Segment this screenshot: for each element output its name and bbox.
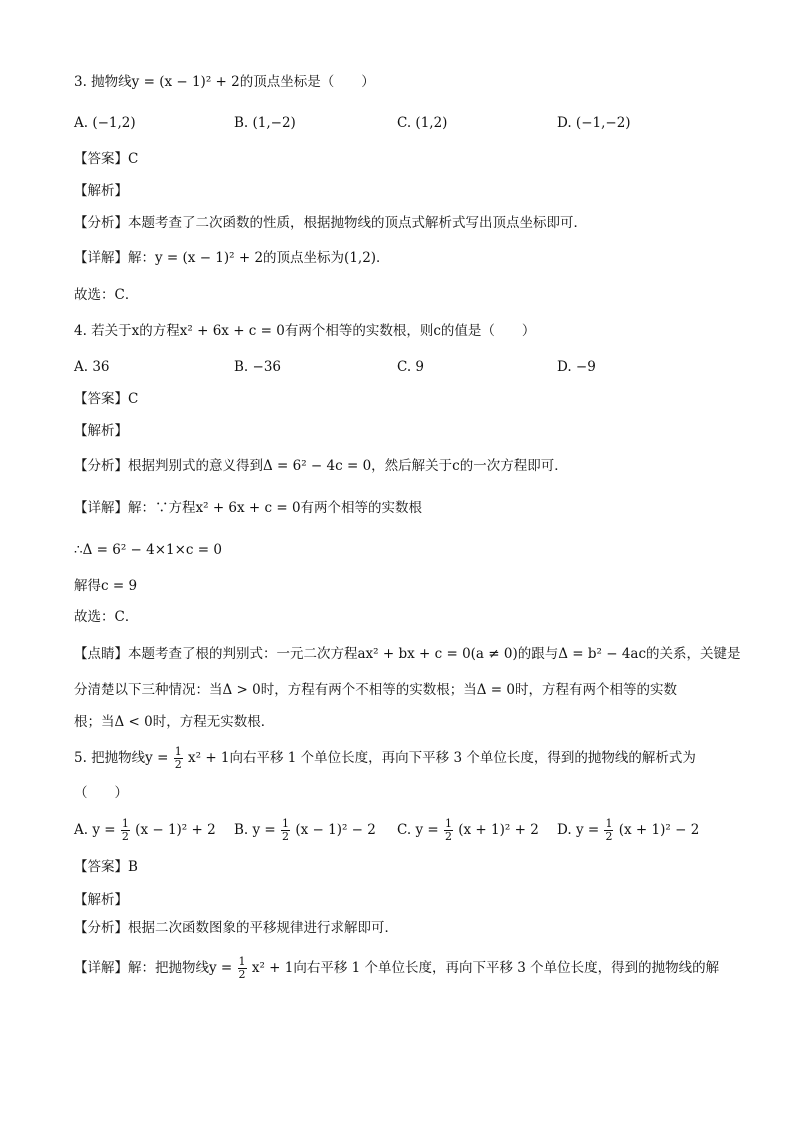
q4-analysis: 【分析】根据判别式的意义得到Δ = 6² − 4c = 0，然后解关于c的一次方程即可． [74,458,568,474]
option-rhs: (x − 1)² + 2 [135,822,216,838]
q5-stem-start: 5. 把抛物线y = [74,750,169,766]
q5-detail-start: 【详解】解：把抛物线y = [74,960,233,976]
q5-analysis-title: 【解析】 [74,892,128,908]
option-rhs: (x + 1)² + 2 [458,822,539,838]
option-lhs: y = [415,822,439,838]
q4-answer: 【答案】C [74,391,139,407]
q5-stem-fraction [174,746,183,771]
option-fraction: $\frac{1}{2}$ [444,817,452,843]
fraction-denominator: 2 [174,758,182,771]
q5-analysis: 【分析】根据二次函数图象的平移规律进行求解即可． [74,920,398,936]
q3-detail: 【详解】解：y = (x − 1)² + 2的顶点坐标为(1,2)． [74,250,390,266]
q5-stem-parens: （ ） [74,785,128,801]
q4-note-line-3: 根；当Δ < 0时，方程无实数根． [74,714,275,730]
option-label: B. [234,822,249,838]
q3-option-a: A. (−1,2) [74,115,136,131]
q5-option-b [234,818,376,843]
option-label: D. [557,822,572,838]
option-rhs: (x − 1)² − 2 [295,822,376,838]
q4-detail: 【详解】解：∵方程x² + 6x + c = 0有两个相等的实数根 [74,500,423,516]
q5-option-d [557,818,699,843]
q4-note-line-2: 分清楚以下三种情况：当Δ > 0时，方程有两个不相等的实数根；当Δ = 0时，方程有两个相等的实数 [74,682,677,698]
q5-answer: 【答案】B [74,859,138,875]
option-rhs: (x + 1)² − 2 [618,822,700,838]
q4-analysis-title: 【解析】 [74,423,128,439]
q5-option-a [74,818,216,843]
option-fraction: $\frac{1}{2}$ [282,817,290,843]
q3-analysis-title: 【解析】 [74,183,128,199]
option-fraction: $\frac{1}{2}$ [121,817,129,843]
option-fraction: $\frac{1}{2}$ [605,817,613,843]
q4-option-d: D. −9 [557,359,596,375]
q5-option-c [397,818,539,843]
option-label: C. [397,822,412,838]
q4-step-2: 解得c = 9 [74,578,138,594]
option-lhs: y = [575,822,600,838]
q3-option-c: C. (1,2) [397,115,448,131]
option-label: A. [74,822,89,838]
fraction-numerator: 1 [174,745,182,758]
q3-option-b: B. (1,−2) [234,115,296,131]
q5-detail [74,956,719,981]
q3-stem: 3. 抛物线y = (x − 1)² + 2的顶点坐标是（ ） [74,74,375,90]
q3-option-d: D. (−1,−2) [557,115,631,131]
q3-analysis: 【分析】本题考查了二次函数的性质，根据抛物线的顶点式解析式写出顶点坐标即可． [74,215,587,231]
q5-stem [74,746,696,771]
q4-option-a: A. 36 [74,359,110,375]
q4-option-c: C. 9 [397,359,425,375]
q4-note-line-1: 【点睛】本题考查了根的判别式：一元二次方程ax² + bx + c = 0(a ≠ 0)的跟与Δ = b² − 4ac的关系，关键是 [74,646,741,662]
q5-detail-fraction: $\frac{1}{2}$ [238,955,246,981]
q5-detail-end: x² + 1向右平移 1 个单位长度，再向下平移 3 个单位长度，得到的抛物线的解 [251,960,720,976]
q3-choice: 故选：C． [74,287,139,303]
q4-choice: 故选：C． [74,609,139,625]
q3-answer: 【答案】C [74,151,139,167]
q4-step-1: ∴Δ = 6² − 4×1×c = 0 [74,542,222,558]
q5-stem-end: x² + 1向右平移 1 个单位长度，再向下平移 3 个单位长度，得到的抛物线的解析式为 [188,750,696,766]
option-lhs: y = [92,822,116,838]
option-lhs: y = [252,822,276,838]
q4-option-b: B. −36 [234,359,281,375]
q4-stem: 4. 若关于x的方程x² + 6x + c = 0有两个相等的实数根，则c的值是（ ） [74,323,536,339]
